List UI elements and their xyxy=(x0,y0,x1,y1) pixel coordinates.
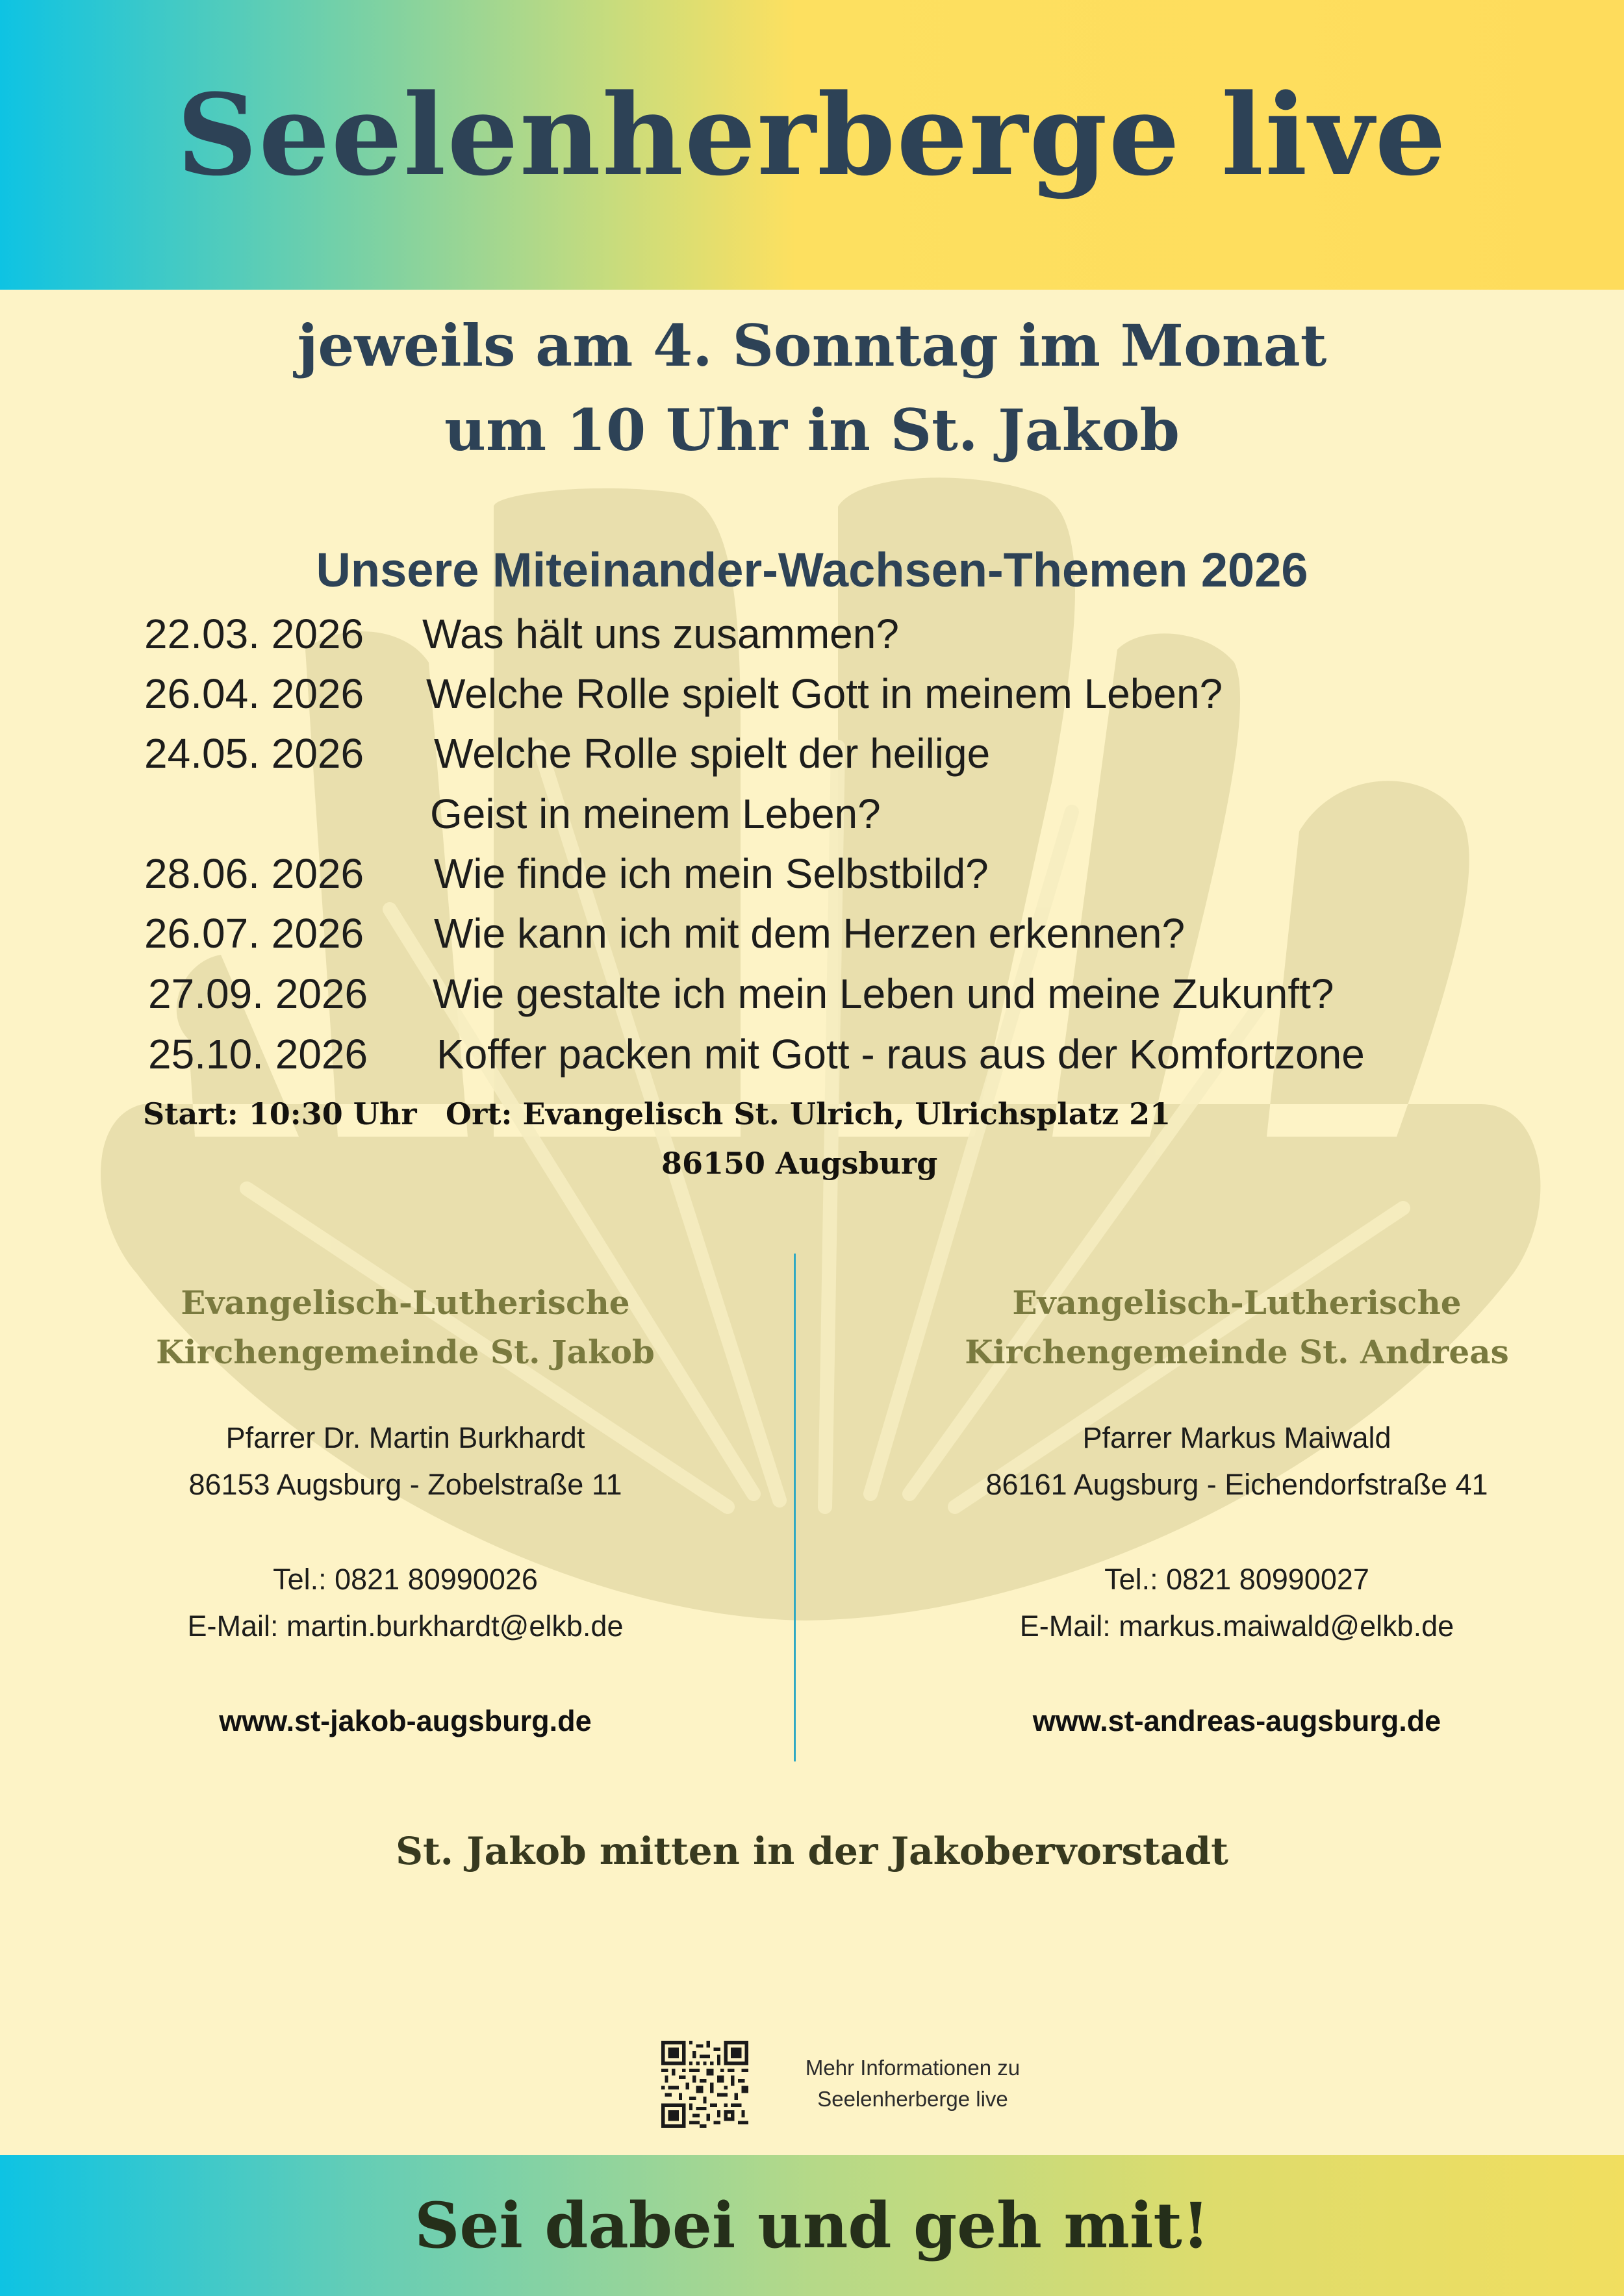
theme-topic: Was hält uns zusammen? xyxy=(422,611,899,657)
pastor-name: Pfarrer Markus Maiwald xyxy=(1082,1421,1391,1454)
qr-caption-line: Mehr Informationen zu xyxy=(805,2056,1021,2080)
theme-topic: Wie kann ich mit dem Herzen erkennen? xyxy=(434,910,1186,957)
email-address[interactable]: E-Mail: markus.maiwald@elkb.de xyxy=(1019,1609,1454,1643)
start-time: Start: 10:30 Uhr xyxy=(143,1096,417,1131)
theme-topic: Wie gestalte ich mein Leben und meine Zukunft? xyxy=(433,970,1334,1017)
qr-caption xyxy=(767,2052,1059,2115)
postal-address: 86153 Augsburg - Zobelstraße 11 xyxy=(188,1468,622,1501)
venue-city: 86150 Augsburg xyxy=(661,1146,938,1181)
theme-date: 26.07. 2026 xyxy=(144,910,364,957)
theme-topic: Welche Rolle spielt der heilige xyxy=(434,730,991,777)
contact-st-andreas xyxy=(912,1278,1562,1745)
website-link[interactable]: www.st-jakob-augsburg.de xyxy=(219,1704,592,1737)
theme-topic: Welche Rolle spielt Gott in meinem Leben? xyxy=(426,670,1223,717)
theme-topic: Koffer packen mit Gott - raus aus der Komfortzone xyxy=(437,1031,1365,1078)
postal-address: 86161 Augsburg - Eichendorfstraße 41 xyxy=(985,1468,1488,1501)
schedule-line-1: jeweils am 4. Sonntag im Monat xyxy=(297,312,1327,379)
tagline: St. Jakob mitten in der Jakobervorstadt xyxy=(396,1829,1228,1873)
schedule-line-2: um 10 Uhr in St. Jakob xyxy=(444,396,1180,464)
venue-address: Ort: Evangelisch St. Ulrich, Ulrichsplatz 21 xyxy=(446,1096,1171,1131)
theme-date: 26.04. 2026 xyxy=(144,670,364,717)
footer-banner xyxy=(0,2155,1624,2296)
qr-caption-line: Seelenherberge live xyxy=(817,2087,1008,2111)
phone-number: Tel.: 0821 80990027 xyxy=(1104,1563,1369,1596)
website-link[interactable]: www.st-andreas-augsburg.de xyxy=(1032,1704,1441,1737)
page-title: Seelenherberge live xyxy=(177,69,1447,201)
header-banner xyxy=(0,0,1624,290)
pastor-name: Pfarrer Dr. Martin Burkhardt xyxy=(225,1421,585,1454)
column-divider xyxy=(794,1254,796,1761)
theme-date: 28.06. 2026 xyxy=(144,850,364,897)
footer-slogan: Sei dabei und geh mit! xyxy=(414,2189,1210,2262)
organization-name: Evangelisch-Lutherische xyxy=(181,1283,630,1322)
theme-date: 27.09. 2026 xyxy=(148,970,368,1017)
theme-date: 25.10. 2026 xyxy=(148,1031,368,1078)
theme-date: 22.03. 2026 xyxy=(144,611,364,657)
phone-number: Tel.: 0821 80990026 xyxy=(273,1563,538,1596)
theme-topic-continuation: Geist in meinem Leben? xyxy=(430,790,881,837)
contact-st-jakob xyxy=(81,1278,730,1745)
email-address[interactable]: E-Mail: martin.burkhardt@elkb.de xyxy=(187,1609,624,1643)
qr-code-icon[interactable] xyxy=(661,2041,748,2128)
theme-date: 24.05. 2026 xyxy=(144,730,364,777)
theme-topic: Wie finde ich mein Selbstbild? xyxy=(434,850,989,897)
organization-name: Kirchengemeinde St. Andreas xyxy=(965,1333,1509,1371)
organization-name: Evangelisch-Lutherische xyxy=(1012,1283,1462,1322)
themes-heading: Unsere Miteinander-Wachsen-Themen 2026 xyxy=(316,543,1308,597)
organization-name: Kirchengemeinde St. Jakob xyxy=(156,1333,655,1371)
